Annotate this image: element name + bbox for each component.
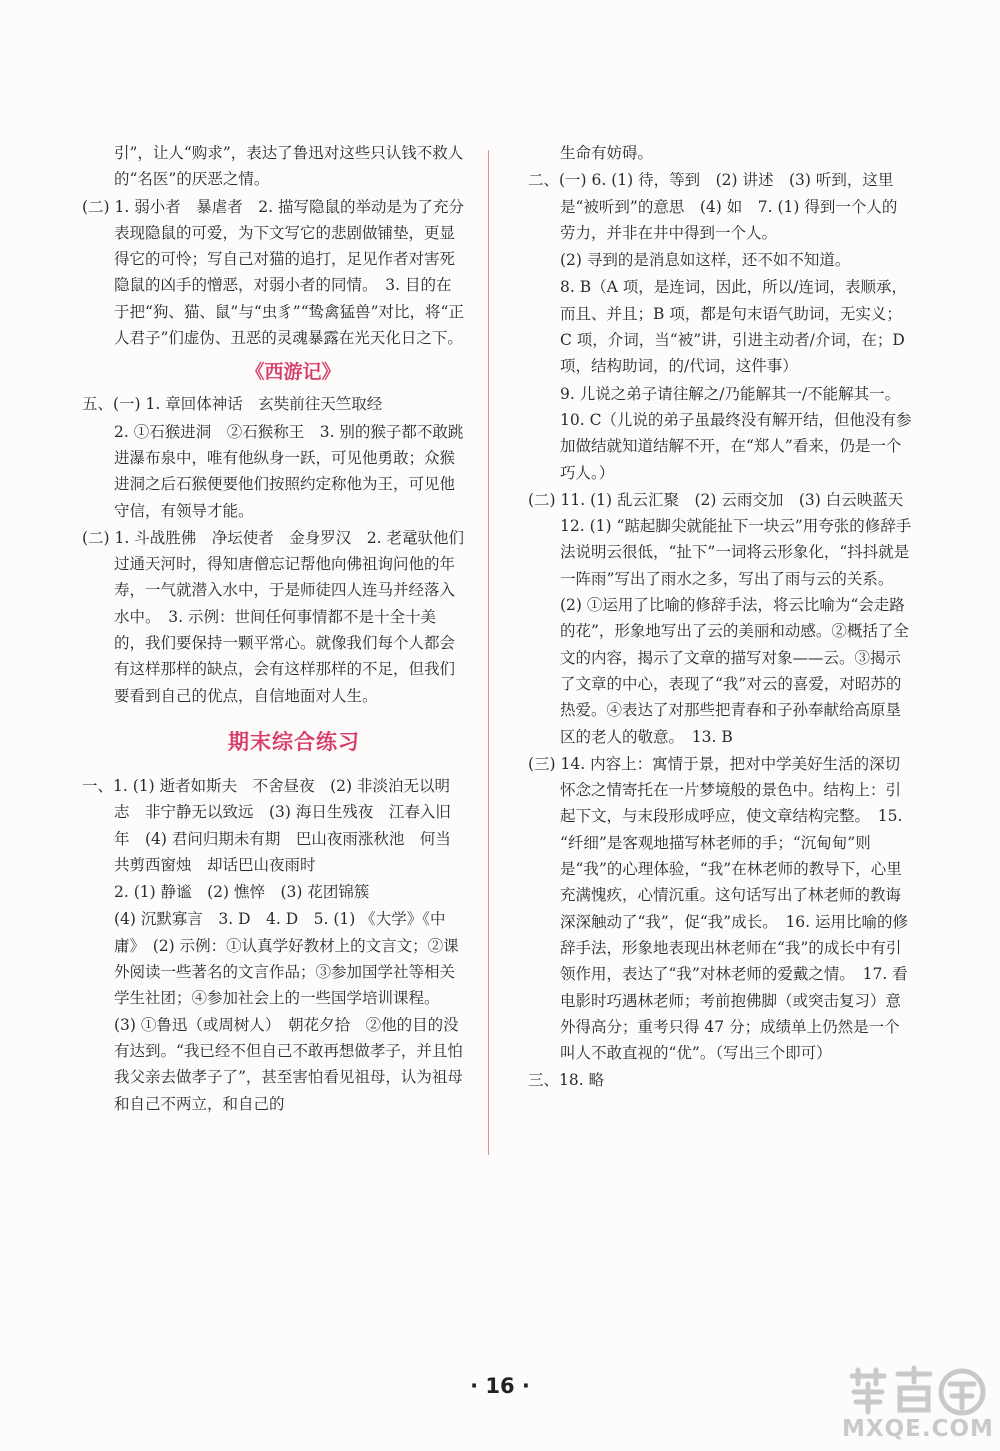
- section-heading: 《西游记》: [245, 361, 341, 384]
- page-number: · 16 ·: [470, 1374, 530, 1398]
- answer-paragraph: 五、(一) 1. 章回体神话 玄奘前往天竺取经: [82, 395, 383, 414]
- answer-paragraph: (二) 11. (1) 乱云汇聚 (2) 云雨交加 (3) 白云映蓝天 12. (1) “踮起脚尖就能扯下一块云”用夸张的修辞手法说明云很低，“扯下”一词将云形象化，“抖抖就是一阵雨”写出了雨水之多，写出了雨与云的关系。 (2) ①运用了比喻的修辞手法，将云比喻为“会走路的花”，形象地写出了云的美丽和动感。②概括了全文的内容，揭示了文章的描写对象——云。③揭示了文章的中心，表现了“我”对云的喜爱，对昭苏的热爱。④表达了对那些把青春和子孙奉献给高原垦区的老人的敬意。 13. B: [528, 490, 919, 746]
- answer-paragraph: (2) 寻到的是消息如这样，还不如不知道。: [560, 251, 851, 270]
- answer-paragraph: 2. ①石猴进洞 ②石猴称王 3. 别的猴子都不敢跳进瀑布泉中，唯有他纵身一跃，可见他勇敢；众猴进洞之后石猴便要他们按照约定称他为王，可见他守信，有领导才能。: [114, 422, 464, 520]
- watermark-site-text: MXQE.COM: [842, 1416, 994, 1442]
- answer-paragraph: 引”，让人“购求”，表达了鲁迅对这些只认钱不救人的“名医”的厌恶之情。: [114, 144, 464, 189]
- answer-paragraph: (三) 14. 内容上：寓情于景，把对中学美好生活的深切怀念之情寄托在一片梦境般的景色中。结构上：引起下文，与末段形成呼应，使文章结构完整。 15. “纤细”是客观地描写林老师的手；“沉甸甸”则是“我”的心理体验，“我”在林老师的教导下，心里充满愧疚，心情沉重。这句话写出了林老师的教诲深深触动了“我”，促“我”成长。 16. 运用比喻的修辞手法，形象地表现出林老师在“我”的成长中有引领作用，表达了“我”对林老师的爱戴之情。 17. 看电影时巧遇林老师；考前抱佛脚（或突击复习）意外得高分；重考只得 47 分；成绩单上仍然是一个叫人不敢直视的“优”。（写出三个即可）: [528, 754, 909, 1063]
- answer-paragraph: (4) 沉默寡言 3. D 4. D 5. (1) 《大学》《中庸》 (2) 示例：①认真学好教材上的文言文；②课外阅读一些著名的文言作品；③参加国学社等相关学生社团；④参加社会上的一些国学培训课程。 (3) ①鲁迅（或周树人） 朝花夕拾 ②他的目的没有达到。“我已经不但自己不敢再想做孝子，并且怕我父亲去做孝子了”，甚至害怕看见祖母，认为祖母和自己不两立，和自己的: [114, 910, 463, 1113]
- watermark: [838, 1362, 994, 1444]
- watermark-logo-icon: [846, 1362, 988, 1418]
- left-column: [82, 140, 464, 1118]
- answer-paragraph: 8. B（A 项，是连词，因此，所以/连词，表顺承，而且、并且；B 项，都是句末语气助词，无实义；C 项，介词，当“被”讲，引进主动者/介词，在；D 项，结构助词，的/代词，这件事）: [560, 278, 907, 376]
- answer-paragraph: 二、(一) 6. (1) 待，等到 (2) 讲述 (3) 听到，这里是“被听到”的意思 (4) 如 7. (1) 得到一个人的劳力，并非在井中得到一个人。: [528, 171, 898, 242]
- section-heading: 期末综合练习: [228, 729, 360, 754]
- right-column: [528, 140, 919, 1095]
- answer-paragraph: 9. 儿说之弟子请往解之/乃能解其一/不能解其一。 10. C（儿说的弟子虽最终没有解开结，但他没有参加做结就知道结解不开，在“郑人”看来，仍是一个巧人。）: [560, 384, 912, 482]
- answer-paragraph: (二) 1. 弱小者 暴虐者 2. 描写隐鼠的举动是为了充分表现隐鼠的可爱，为下文写它的悲剧做铺垫，更显得它的可怜；写自己对猫的追打，足见作者对害死隐鼠的凶手的憎恶，对弱小者的同情。 3. 目的在于把“狗、猫、鼠”与“虫豸”“鸷禽猛兽”对比，将“正人君子”们虚伪、丑恶的灵魂暴露在光天化日之下。: [82, 197, 464, 348]
- answer-paragraph: (二) 1. 斗战胜佛 净坛使者 金身罗汉 2. 老鼋驮他们过通天河时，得知唐僧忘记帮他向佛祖询问他的年寿，一气就潜入水中，于是师徒四人连马并经落入水中。 3. 示例：世间任何事情都不是十全十美的，我们要保持一颗平常心。就像我们每个人都会有这样那样的缺点，会有这样那样的不足，但我们要看到自己的优点，自信地面对人生。: [82, 528, 464, 705]
- answer-paragraph: 2. (1) 静谧 (2) 憔悴 (3) 花团锦簇: [114, 883, 370, 902]
- answer-paragraph: 三、18. 略: [528, 1071, 605, 1090]
- answer-paragraph: 一、1. (1) 逝者如斯夫 不舍昼夜 (2) 非淡泊无以明志 非宁静无以致远 (3) 海日生残夜 江春入旧年 (4) 君问归期未有期 巴山夜雨涨秋池 何当共剪西窗烛 却话巴山夜雨时: [82, 776, 451, 874]
- answer-paragraph: 生命有妨碍。: [560, 144, 654, 162]
- column-divider: [488, 150, 489, 1155]
